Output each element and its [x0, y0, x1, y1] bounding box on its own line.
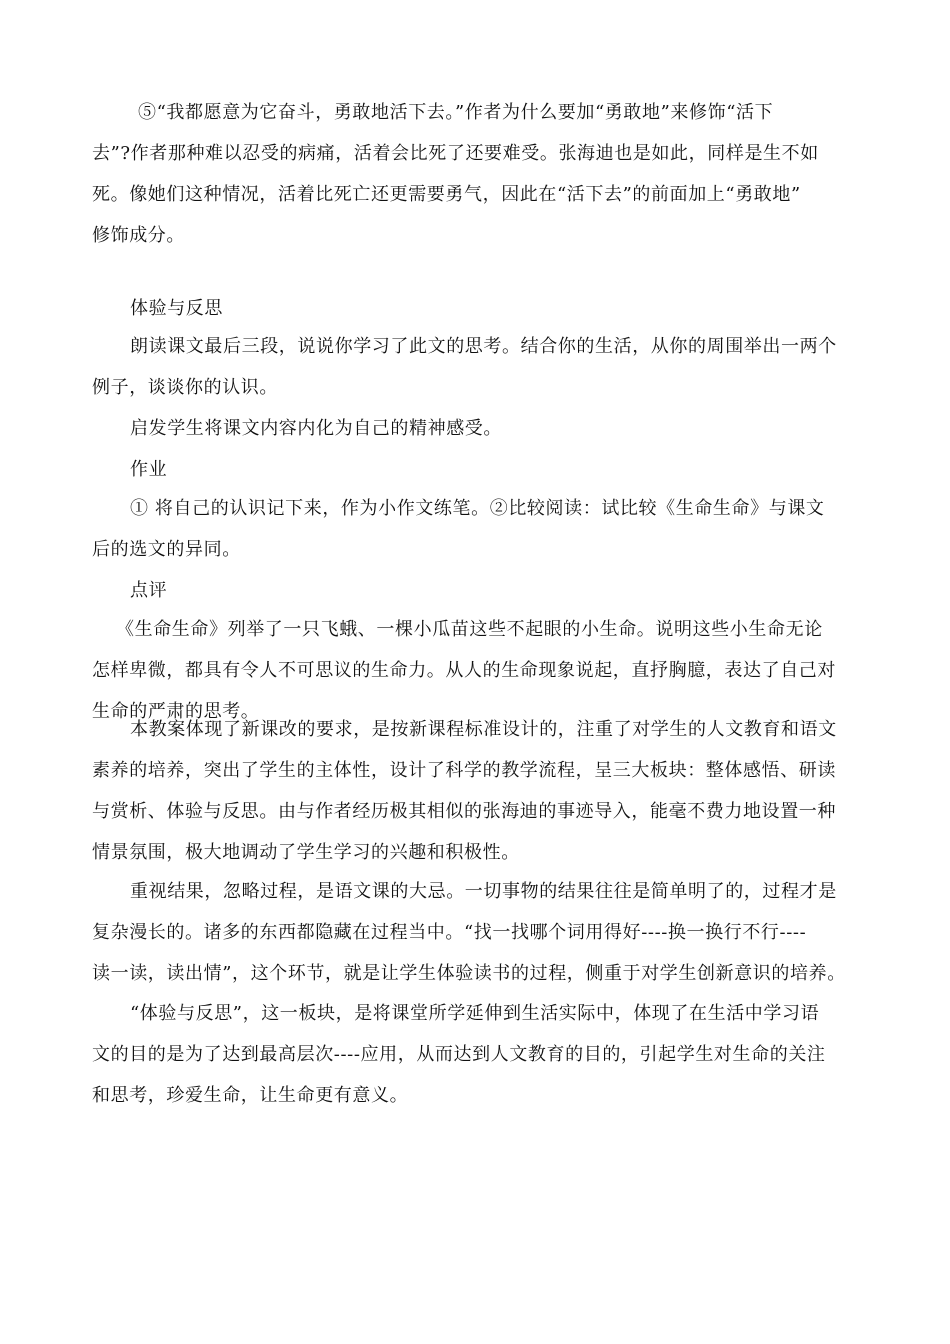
text-line: 和思考，珍爱生命，让生命更有意义。 [92, 1085, 409, 1106]
text-line: 本教案体现了新课改的要求，是按新课程标准设计的，注重了对学生的人文教育和语文 [130, 719, 837, 740]
text-line: 启发学生将课文内容内化为自己的精神感受。 [130, 418, 502, 439]
text-line: 怎样卑微，都具有令人不可思议的生命力。从人的生命现象说起，直抒胸臆，表达了自己对 [92, 660, 836, 681]
section-heading: 作业 [130, 459, 168, 480]
paragraph-courage-analysis [92, 92, 860, 256]
text-line: 文的目的是为了达到最高层次----应用，从而达到人文教育的目的，引起学生对生命的关注 [92, 1044, 826, 1065]
text-line: 重视结果，忽略过程，是语文课的大忌。一切事物的结果往往是简单明了的，过程才是 [130, 881, 837, 902]
text-line: 读一读，读出情”，这个环节，就是让学生体验读书的过程，侧重于对学生创新意识的培养。 [92, 963, 846, 984]
text-line: 生命的严肃的思考。 [92, 701, 260, 722]
text-line: 情景氛围，极大地调动了学生学习的兴趣和积极性。 [92, 842, 520, 863]
text-line: 复杂漫长的。诸多的东西都隐藏在过程当中。“找一找哪个词用得好----换一换行不行---- [92, 922, 807, 943]
heading-experience-reflection [92, 288, 860, 329]
paragraph-process-focus [92, 871, 860, 994]
text-line: ⑤“我都愿意为它奋斗，勇敢地活下去。”作者为什么要加“勇敢地”来修饰“活下 [138, 102, 774, 123]
paragraph-reading-task [92, 326, 860, 408]
text-line: “体验与反思”，这一板块，是将课堂所学延伸到生活实际中，体现了在生活中学习语 [130, 1003, 820, 1024]
section-heading: 体验与反思 [130, 298, 223, 319]
text-line: ① 将自己的认识记下来，作为小作文练笔。②比较阅读：试比较《生命生命》与课文 [130, 498, 825, 519]
heading-homework [92, 449, 860, 490]
text-line: 例子，谈谈你的认识。 [92, 377, 278, 398]
heading-commentary [92, 570, 860, 611]
paragraph-reflection-block [92, 993, 860, 1116]
text-line: 素养的培养，突出了学生的主体性，设计了科学的教学流程，呈三大板块：整体感悟、研读 [92, 760, 836, 781]
text-line: 后的选文的异同。 [92, 539, 241, 560]
section-heading: 点评 [130, 580, 168, 601]
text-line: 朗读课文最后三段，说说你学习了此文的思考。结合你的生活，从你的周围举出一两个 [130, 336, 837, 357]
text-line: 去”?作者那种难以忍受的病痛，活着会比死了还要难受。张海迪也是如此，同样是生不如 [92, 143, 819, 164]
text-line: 死。像她们这种情况，活着比死亡还更需要勇气，因此在“活下去”的前面加上“勇敢地” [92, 184, 801, 205]
text-line: 修饰成分。 [92, 225, 185, 246]
paragraph-homework-items [92, 488, 860, 570]
paragraph-lesson-plan [92, 709, 860, 873]
text-line: 《生命生命》列举了一只飞蛾、一棵小瓜苗这些不起眼的小生命。说明这些小生命无论 [116, 619, 823, 640]
text-line: 与赏析、体验与反思。由与作者经历极其相似的张海迪的事迹导入，能毫不费力地设置一种 [92, 801, 836, 822]
paragraph-inspiration [92, 408, 860, 449]
